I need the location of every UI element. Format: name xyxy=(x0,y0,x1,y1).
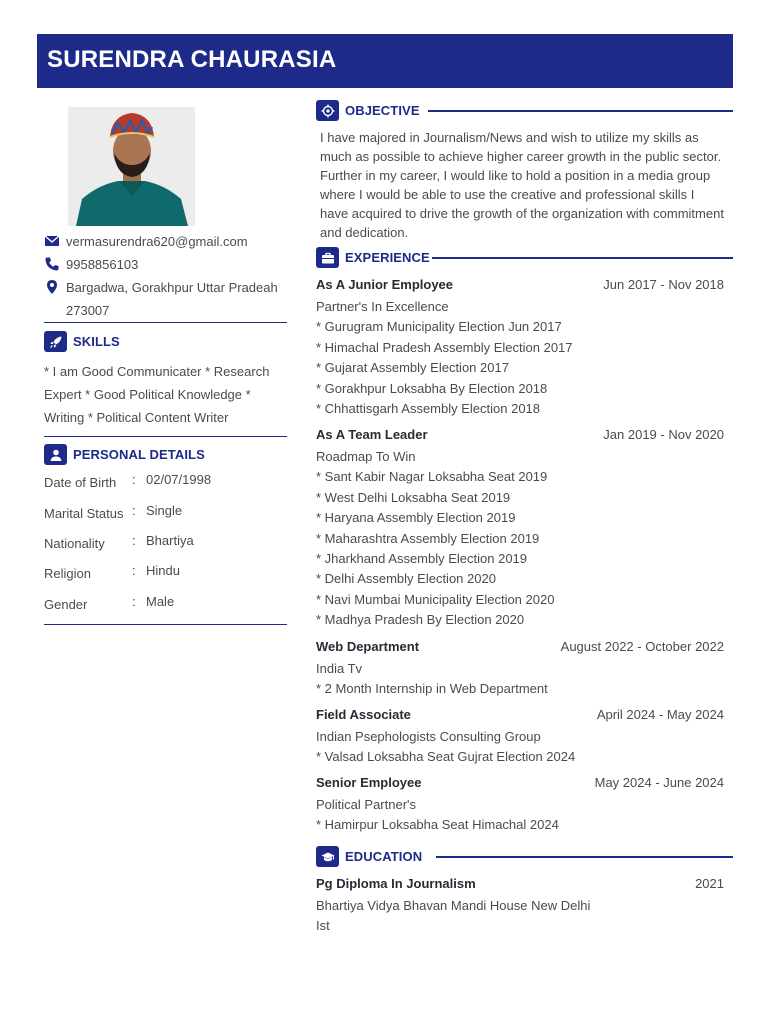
job-line: * Gurugram Municipality Election Jun 2017 xyxy=(316,319,562,335)
target-icon xyxy=(316,100,339,121)
job-line: * Hamirpur Loksabha Seat Himachal 2024 xyxy=(316,817,559,833)
header-banner xyxy=(37,34,733,88)
pd-value-gender: Male xyxy=(146,594,175,609)
job-role: Senior Employee xyxy=(316,775,422,790)
pd-colon: : xyxy=(132,503,136,518)
divider-left-3 xyxy=(44,624,287,625)
pd-value-marital: Single xyxy=(146,503,183,518)
contact-phone xyxy=(44,256,138,276)
job-line: Indian Psephologists Consulting Group xyxy=(316,729,541,744)
job-line: Partner's In Excellence xyxy=(316,299,449,314)
education-line: Ist xyxy=(316,918,330,934)
education-line: Bhartiya Vidya Bhavan Mandi House New Delhi xyxy=(316,898,591,913)
pd-value-religion: Hindu xyxy=(146,563,180,578)
pd-colon: : xyxy=(132,472,136,487)
job-dates: August 2022 - October 2022 xyxy=(560,639,724,654)
education-degree: Pg Diploma In Journalism xyxy=(316,876,476,891)
email-icon xyxy=(44,233,60,249)
job-line: * Himachal Pradesh Assembly Election 2017 xyxy=(316,339,573,355)
job-line: * Sant Kabir Nagar Loksabha Seat 2019 xyxy=(316,469,548,485)
pd-label-religion: Religion xyxy=(44,566,91,581)
job-line: * Haryana Assembly Election 2019 xyxy=(316,510,516,526)
phone-text: 9958856103 xyxy=(66,257,139,272)
pd-colon: : xyxy=(132,533,136,548)
address-text xyxy=(66,276,278,322)
pd-label-nationality: Nationality xyxy=(44,536,105,551)
experience-heading xyxy=(316,247,430,268)
person-photo-illustration xyxy=(68,107,195,226)
objective-title: OBJECTIVE xyxy=(345,103,420,118)
job-role: Field Associate xyxy=(316,707,411,722)
objective-heading-line xyxy=(428,110,733,112)
job-line: * Chhattisgarh Assembly Election 2018 xyxy=(316,401,541,417)
job-line: * Navi Mumbai Municipality Election 2020 xyxy=(316,591,555,607)
contact-address xyxy=(44,279,278,322)
candidate-name: SURENDRA CHAURASIA xyxy=(47,46,337,73)
job-line: * Madhya Pradesh By Election 2020 xyxy=(316,612,525,628)
job-line: * Jharkhand Assembly Election 2019 xyxy=(316,551,528,567)
rocket-icon xyxy=(44,331,67,352)
education-year: 2021 xyxy=(695,876,724,891)
objective-heading xyxy=(316,100,420,121)
job-dates: April 2024 - May 2024 xyxy=(596,707,724,722)
job-role: As A Team Leader xyxy=(316,427,428,442)
phone-icon xyxy=(44,256,60,272)
skills-text: * I am Good Communicater * Research Expert * Good Political Knowledge * Writing * Political Content Writer xyxy=(44,364,270,425)
job-dates: Jun 2017 - Nov 2018 xyxy=(603,277,724,292)
job-line: India Tv xyxy=(316,661,363,676)
pd-label-gender: Gender xyxy=(44,597,88,612)
job-dates: May 2024 - June 2024 xyxy=(594,775,724,790)
briefcase-icon xyxy=(316,247,339,268)
divider-left-1 xyxy=(44,322,287,323)
pd-colon: : xyxy=(132,594,136,609)
education-entry-1 xyxy=(316,876,724,937)
job-role: Web Department xyxy=(316,639,420,654)
job-line: * Gorakhpur Loksabha By Election 2018 xyxy=(316,380,548,396)
personal-details-title: PERSONAL DETAILS xyxy=(73,447,205,462)
job-line: * Delhi Assembly Election 2020 xyxy=(316,571,496,587)
job-line: * Maharashtra Assembly Election 2019 xyxy=(316,530,540,546)
person-icon xyxy=(44,444,67,465)
objective-text: I have majored in Journalism/News and wish to utilize my skills as much as possible to achieve higher career growth in the public sector. Further in my career, I would like to hold a position in a media group where I would be able to use the creative and professional skills I have acquired to drive the growth of the organization with commitment and dedication. xyxy=(320,130,724,240)
address-line-1: Bargadwa, Gorakhpur Uttar Pradeah xyxy=(66,280,278,295)
contact-email xyxy=(44,233,248,253)
job-role: As A Junior Employee xyxy=(316,277,454,292)
pd-value-nationality: Bhartiya xyxy=(146,533,194,548)
job-entry-5 xyxy=(316,775,724,836)
profile-photo xyxy=(68,107,195,226)
education-heading xyxy=(316,846,422,867)
pd-colon: : xyxy=(132,563,136,578)
education-title: EDUCATION xyxy=(345,849,423,864)
address-line-2: 273007 xyxy=(66,303,110,318)
divider-left-2 xyxy=(44,436,287,437)
email-text: vermasurendra620@gmail.com xyxy=(66,234,248,249)
job-line: * 2 Month Internship in Web Department xyxy=(316,681,548,697)
job-line: * Gujarat Assembly Election 2017 xyxy=(316,360,509,376)
pd-value-dob: 02/07/1998 xyxy=(146,472,212,487)
job-line: * West Delhi Loksabha Seat 2019 xyxy=(316,489,511,505)
skills-title: SKILLS xyxy=(73,334,120,349)
job-entry-2 xyxy=(316,427,724,631)
personal-details-heading xyxy=(44,444,205,465)
experience-heading-line xyxy=(432,257,733,259)
experience-title: EXPERIENCE xyxy=(345,250,430,265)
job-line: Roadmap To Win xyxy=(316,449,416,464)
skills-heading xyxy=(44,331,120,352)
job-entry-3 xyxy=(316,639,724,700)
job-entry-1 xyxy=(316,277,724,419)
location-pin-icon xyxy=(44,279,60,295)
pd-label-marital: Marital Status xyxy=(44,506,124,521)
job-dates: Jan 2019 - Nov 2020 xyxy=(603,427,724,442)
education-heading-line xyxy=(436,856,733,858)
job-line: * Valsad Loksabha Seat Gujrat Election 2024 xyxy=(316,749,576,765)
job-line: Political Partner's xyxy=(316,797,417,812)
pd-label-dob: Date of Birth xyxy=(44,475,117,490)
graduation-cap-icon xyxy=(316,846,339,867)
job-entry-4 xyxy=(316,707,724,768)
